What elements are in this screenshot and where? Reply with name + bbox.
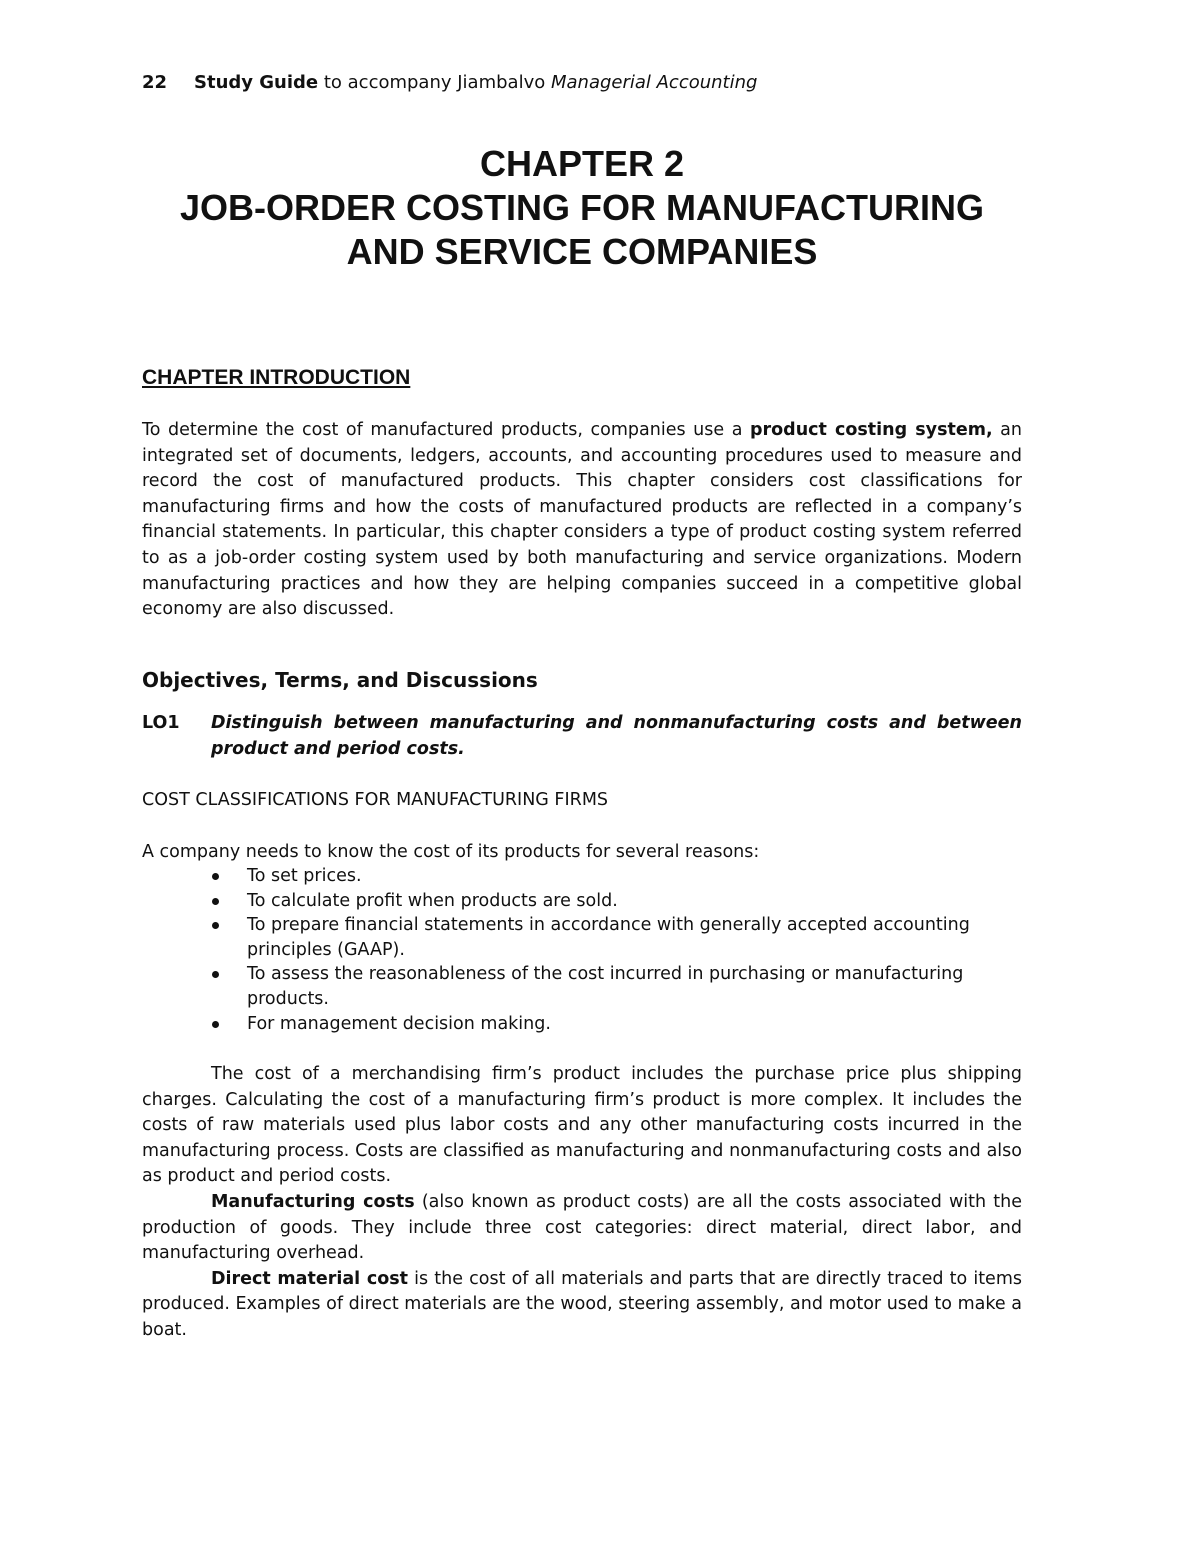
chapter-number: CHAPTER 2 xyxy=(479,143,685,184)
reasons-list xyxy=(212,864,1012,1036)
bullet-icon xyxy=(212,922,219,929)
direct-material-paragraph xyxy=(142,1267,1022,1344)
direct-material-cost-term: Direct material cost xyxy=(211,1268,408,1289)
accompany-text: to accompany Jiambalvo xyxy=(318,72,551,93)
lo1-code: LO1 xyxy=(142,713,180,733)
manufacturing-costs-paragraph xyxy=(142,1190,1022,1267)
list-item-text: To calculate profit when products are sold. xyxy=(247,890,618,911)
bullet-icon xyxy=(212,1021,219,1028)
product-costing-system-term: product costing system, xyxy=(749,420,993,440)
intro-text-rest: an integrated set of documents, ledgers, accounts, and accounting procedures used to measure and record the cost of manufactured products. This chapter considers cost classifications for manufacturing firms and how the costs of manufactured products are reflected in a company’s financial statements. In particular, this chapter considers a type of product costing system referred to as a job-order costing system used by both manufacturing and service organizations. Modern manufacturing practices and how they are helping companies succeed in a competitive global economy are also discussed. xyxy=(142,420,1022,620)
lo1-text: Distinguish between manufacturing and nonmanufacturing costs and between product and period costs. xyxy=(211,713,1022,759)
cost-classifications-heading: COST CLASSIFICATIONS FOR MANUFACTURING FIRMS xyxy=(142,790,609,810)
learning-objective-1 xyxy=(142,711,1022,762)
list-item-text: To set prices. xyxy=(247,866,362,886)
chapter-introduction-paragraph xyxy=(142,418,1022,623)
page-number: 22 xyxy=(142,72,168,93)
list-item xyxy=(212,913,1012,962)
list-item xyxy=(212,1012,1012,1037)
list-item xyxy=(212,962,1012,1011)
reasons-intro: A company needs to know the cost of its products for several reasons: xyxy=(142,842,760,862)
study-guide-label: Study Guide xyxy=(194,72,319,93)
intro-text-start: To determine the cost of manufactured products, companies use a xyxy=(142,420,750,440)
objectives-heading: Objectives, Terms, and Discussions xyxy=(142,668,538,692)
list-item xyxy=(212,889,1012,914)
bullet-icon xyxy=(212,898,219,905)
list-item-text: To prepare financial statements in accordance with generally accepted accounting principles (GAAP). xyxy=(247,915,970,960)
body-text xyxy=(142,1062,1022,1344)
list-item-text: To assess the reasonableness of the cost incurred in purchasing or manufacturing products. xyxy=(247,964,964,1009)
manufacturing-costs-term: Manufacturing costs xyxy=(211,1191,415,1212)
manufacturing-costs-text: (also known as product costs) are all the costs associated with the production of goods. They include three cost categories: direct material, direct labor, and manufacturing overhead. xyxy=(142,1191,1022,1264)
bullet-icon xyxy=(212,971,219,978)
book-title: Managerial Accounting xyxy=(550,72,758,93)
running-header xyxy=(142,72,757,93)
list-item xyxy=(212,864,1012,889)
chapter-title xyxy=(142,142,1022,274)
chapter-title-line-1: JOB-ORDER COSTING FOR MANUFACTURING xyxy=(180,187,984,228)
bullet-icon xyxy=(212,873,219,880)
direct-material-cost-text: is the cost of all materials and parts that are directly traced to items produced. Examples of direct materials are the wood, steering assembly, and motor used to make a boat. xyxy=(142,1268,1022,1340)
chapter-title-line-2: AND SERVICE COMPANIES xyxy=(346,231,818,272)
chapter-introduction-heading: CHAPTER INTRODUCTION xyxy=(142,366,411,389)
list-item-text: For management decision making. xyxy=(247,1013,551,1034)
merchandising-cost-paragraph: The cost of a merchandising firm’s product includes the purchase price plus shipping charges. Calculating the cost of a manufacturing firm’s product is more complex. It includes the costs of raw materials used plus labor costs and any other manufacturing costs incurred in the manufacturing process. Costs are classified as manufacturing and nonmanufacturing costs and also as product and period costs. xyxy=(142,1064,1022,1187)
